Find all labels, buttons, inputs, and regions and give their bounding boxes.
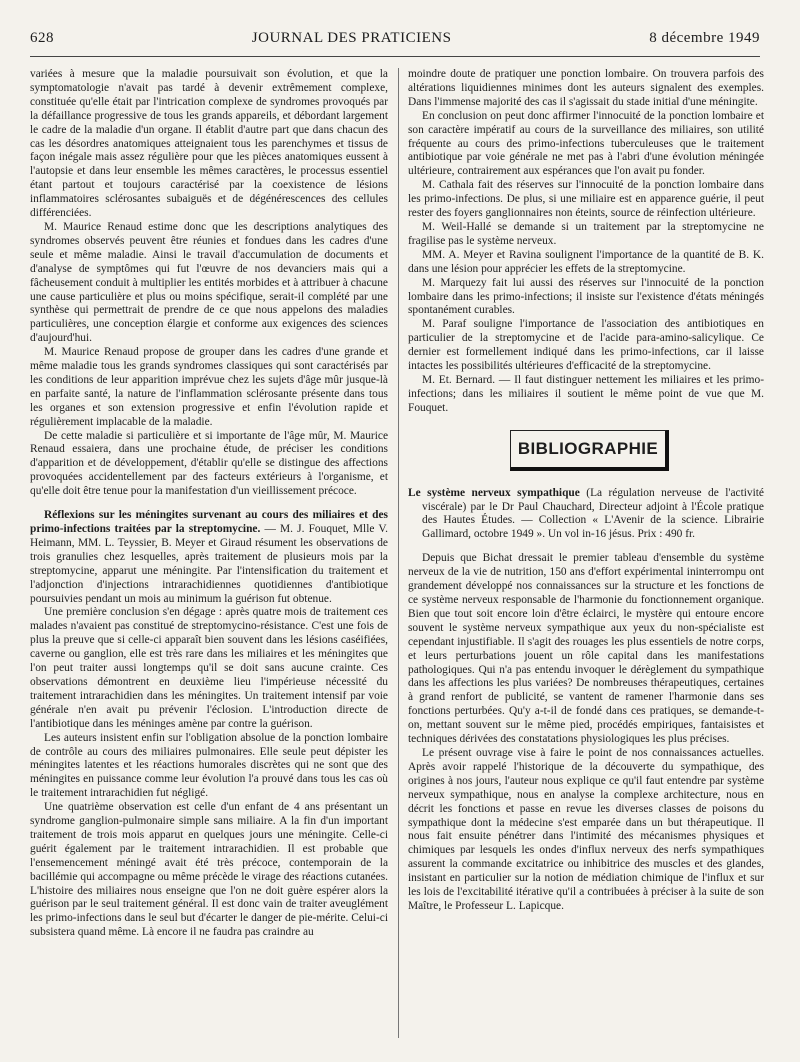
left-column	[30, 68, 388, 1048]
paragraph: M. Cathala fait des réserves sur l'innocuité de la ponction lombaire dans les primo-infections. De plus, si une miliaire est en apparence guérie, il peut rester des foyers ganglionnaires non éteints, source de réinfection ultérieure.	[408, 179, 764, 220]
bibliography-heading: BIBLIOGRAPHIE	[510, 430, 669, 471]
paragraph: Le présent ouvrage vise à faire le point de nos connaissances actuelles. Après avoir rappelé l'historique de la découverte du sympathique, des origines à nos jours, l'auteur nous explique ce qu'il faut entendre par système nerveux sympathique, nous en analyse la complexe architecture, nous en décrit les fonctions et passe en revue les diverses classes de poisons du sympathique dont la médecine s'est emparée dans un but thérapeutique. Il nous fait ensuite pénétrer dans l'intimité des mécanismes physiques et chimiques par lesquels les ondes d'influx nerveux des nerfs sympathiques assurent la commande excitatrice ou inhibitrice des muscles et des glandes, insistant en particulier sur la notion de médiation chimique de l'influx et sur les lois de l'excitabilité itérative qu'il a contribuées à préciser à la suite de son Maître, le Professeur L. Lapicque.	[408, 746, 764, 912]
paragraph: M. Marquezy fait lui aussi des réserves sur l'innocuité de la ponction lombaire dans les primo-infections; il insiste sur l'existence d'états méningés spontanément curables.	[408, 276, 764, 317]
paragraph: MM. A. Meyer et Ravina soulignent l'importance de la quantité de B. K. dans une lésion pour apprécier les effets de la streptomycine.	[408, 248, 764, 275]
paragraph: Une première conclusion s'en dégage : après quatre mois de traitement ces malades n'avaient pas constitué de streptomycino-résistance. C'est une fois de plus la preuve que si celle-ci apparaît bien souvent dans les lésions caséifiées, caverne ou ganglion, elle est très rare dans les miliaires et les méningites que l'on peut traiter aussi longtemps qu'il se doit sans aucune crainte. Ces observations démontrent en deuxième lieu l'impérieuse nécessité du traitement intrarachidien dans les méningites. Un traitement intensif par voie générale n'en avait pu prévenir l'éclosion. L'introduction directe de l'antibiotique dans les méninges amène par contre la guérison.	[30, 606, 388, 730]
section-gap	[30, 499, 388, 509]
header-rule	[30, 56, 760, 57]
right-column	[408, 68, 764, 1048]
paragraph: M. Et. Bernard. — Il faut distinguer nettement les miliaires et les primo-infections; dans les miliaires il soutient le même point de vue que M. Fouquet.	[408, 373, 764, 414]
paragraph: M. Maurice Renaud estime donc que les descriptions analytiques des syndromes observés peuvent être réunies et fondues dans les cadres d'une seule et même maladie. Ainsi le travail d'accumulation de documents et d'analyse de symptômes qui fut l'œuvre de nos devanciers mais qui a fâcheusement conduit à multiplier les entités morbides et à attribuer à chacune une cause particulière et plus ou moins spécifique, serait-il complété par une synthèse qui permettrait de prendre de ce que nous appelons des maladies particulières, une conception élargie et conforme aux exigences des sciences d'aujourd'hui.	[30, 220, 388, 345]
book-details: (La régulation nerveuse de l'activité viscérale) par le Dr Paul Chauchard, Directeur adjoint à l'École pratique des Hautes Études. — Collection « L'Avenir de la science. Librairie Gallimard, octobre 1949 ». Un vol in-16 jésus. Prix : 490 fr.	[422, 486, 764, 541]
article-title: Réflexions sur les méningites survenant au cours des miliaires et des primo-infections traitées par la streptomycine.	[30, 509, 388, 535]
paragraph: M. Paraf souligne l'importance de l'association des antibiotiques en particulier de la streptomycine et de l'acide para-amino-salicylique. Ce dernier est formellement indiqué dans les primo-infections, car il laisse intactes les possibilités ultérieures d'efficacité de la streptomycine.	[408, 318, 764, 373]
paragraph: Depuis que Bichat dressait le premier tableau d'ensemble du système nerveux de la vie de nutrition, 150 ans d'effort expérimental ininterrompu ont grandement développé nos connaissances sur la structure et les fonctions de ce système nerveux responsable de l'harmonie du fonctionnement organique. Bien que tout soit encore loin d'être éclairci, le mystère qui entoure encore souvent le système nerveux sympathique aux yeux du non-spécialiste est cependant injustifiable. Il s'agit des rouages les plus essentiels de notre corps, et leurs perturbations jouent un rôle capital dans les manifestations pathologiques. Qui n'a pas entendu invoquer le dérèglement du sympathique dans les affections les plus variées? De nombreuses thérapeutiques, certaines à grand renfort de publicité, se vantent de ramener l'harmonie dans ses fonctions perturbées. Qu'y a-t-il de fondé dans ces pratiques, se demande-t-on, mettant souvent sur le même pied, procédés empiriques, fantaisistes et techniques dérivées des constatations physiologiques les plus précises.	[408, 552, 764, 746]
paragraph: En conclusion on peut donc affirmer l'innocuité de la ponction lombaire et son caractère impératif au cours de la surveillance des miliaires, son utilité fréquente au cours des primo-infections tuberculeuses que le traitement antibiotique par voie générale ne met pas à l'abri d'une évolution méningée ultérieure, contrairement aux espérances que l'on avait pu fonder.	[408, 109, 764, 178]
section-gap	[408, 542, 764, 552]
paragraph: M. Maurice Renaud propose de grouper dans les cadres d'une grande et même maladie tous les grands syndromes classiques qui sont caractérisés par les conditions de leur apparition imprévue chez les sujets d'âge mûr jusque-là en parfaite santé, la nature de l'inflammation sclérosante présente dans tous les organes et son extension progressive et enfin l'évolution rapide et régulièrement implacable de la maladie.	[30, 346, 388, 428]
article-paragraph	[30, 509, 388, 606]
column-divider	[398, 68, 399, 1038]
paragraph: variées à mesure que la maladie poursuivait son évolution, et que la symptomatologie n'avait pas tardé à devenir extrêmement complexe, constituée qu'elle était par l'intrication complexe de syndromes provoqués par la défaillance progressive de tous les grands appareils, et débordant largement le cadre de la maladie d'un organe. Il établit d'autre part que dans chacun des cas les désordres anatomiques atteignaient tous les parenchymes et tissus de façon inégale mais assez régulière pour que les pièces anatomiques eussent à l'autopsie et dans leur ensemble les mêmes caractères, le processus essentiel étant partout et toujours caractérisé par la coexistence de lésions inflammatoires sclérosantes subaiguës et de dégénérescences des cellules différenciées.	[30, 68, 388, 220]
paragraph: Les auteurs insistent enfin sur l'obligation absolue de la ponction lombaire de contrôle au cours des miliaires pulmonaires. Elle seule peut dépister les méningites latentes et les réactions humorales discrètes qui ne sont que des méningites en puissance comme leur évolution l'a prouvé dans tous les cas où le traitement intrarachidien fut négligé.	[30, 731, 388, 800]
issue-date: 8 décembre 1949	[649, 29, 760, 46]
bibliography-entry	[408, 487, 764, 543]
journal-title: JOURNAL DES PRATICIENS	[251, 29, 452, 46]
page-header	[30, 26, 760, 50]
paragraph: moindre doute de pratiquer une ponction lombaire. On trouvera parfois des altérations liquidiennes minimes dont les auteurs signalent des exemples. Dans l'immense majorité des cas il s'agissait du stade initial d'une méningite.	[408, 68, 764, 108]
page-number: 628	[30, 29, 54, 46]
paragraph: M. Weil-Hallé se demande si un traitement par la streptomycine ne fragilise pas le système nerveux.	[408, 220, 764, 247]
paragraph: De cette maladie si particulière et si importante de l'âge mûr, M. Maurice Renaud essaiera, dans une prochaine étude, de préciser les conditions d'apparition et de développement, d'établir qu'elle se distingue des affections provoquées accidentellement par des facteurs extérieurs à l'organisme, et qu'elle doit être tenue pour la manifestation d'un vieillissement précoce.	[30, 429, 388, 498]
article-lead: — M. J. Fouquet, Mlle V. Heimann, MM. L. Teyssier, B. Meyer et Giraud résument les observations de trois granulies chez lesquelles, après traitement de plusieurs mois par la streptomycine, apparut une méningite. Par l'intensification du traitement et l'adjonction d'injections intrarachidiennes quotidiennes d'antibiotique poursuivies pendant un mois au minimum la guérison fut obtenue.	[30, 523, 388, 605]
book-title: Le système nerveux sympathique	[408, 486, 580, 499]
paragraph: Une quatrième observation est celle d'un enfant de 4 ans présentant un syndrome ganglion-pulmonaire simple sans miliaire. A la fin d'un important traitement de trois mois apparut en quelques jours une méningite. Celle-ci guérit également par le traitement intrarachidien. Il est probable que l'ensemencement méningé avait été très précoce, contemporain de la bacillémie qui accompagne ou même précède le virage des réactions cutanées. L'histoire des miliaires nous enseigne que l'on ne doit guère espérer alors la guérison par le seul traitement général. Il est donc vain de traiter aveuglément les primo-infections dans le seul but d'écarter le danger de pie-mérite. Celui-ci subsistera quand même. Là encore il ne faudra pas craindre au	[30, 801, 388, 939]
